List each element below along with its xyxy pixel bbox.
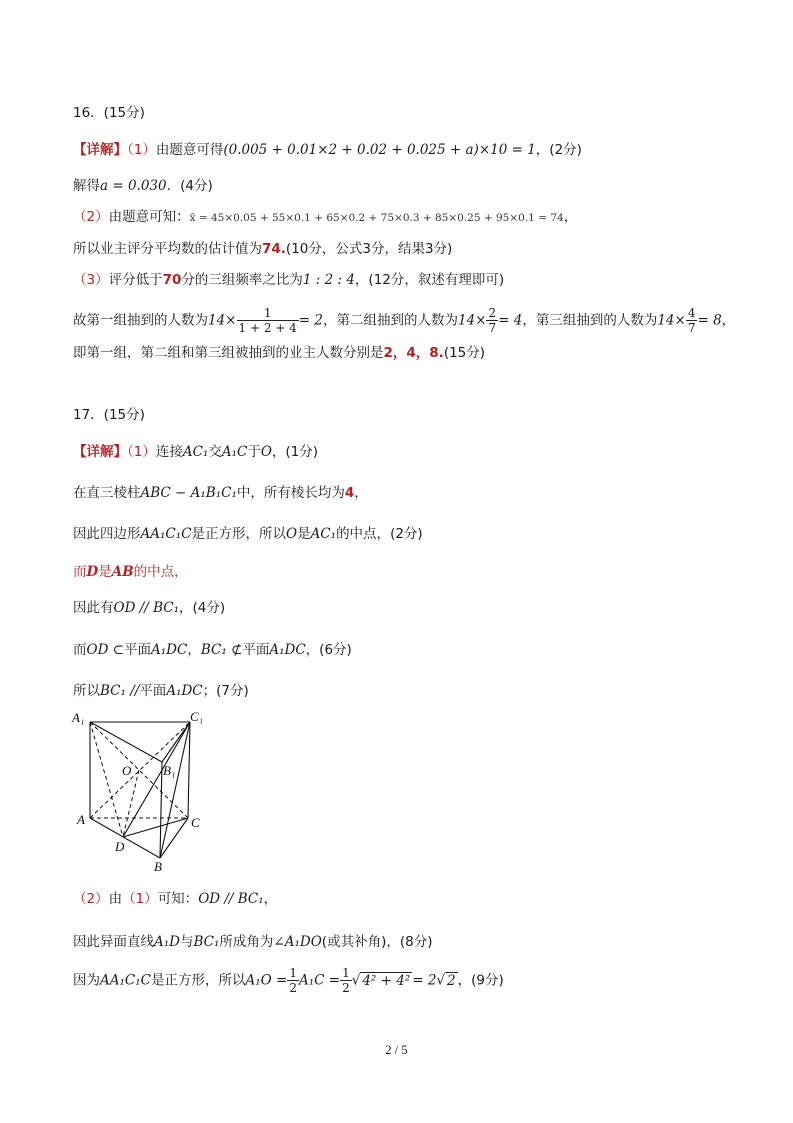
sqrt-expression: 4² + 4² — [362, 972, 411, 989]
label-B1: B₁ — [163, 763, 176, 778]
label-A: A — [77, 812, 85, 827]
q17-line6: 而OD ⊂平面A₁DC，BC₁ ⊄平面A₁DC，(6分) — [73, 642, 352, 658]
q16-line7: 即第一组，第二组和第三组被抽到的业主人数分别是2，4，8.(15分) — [73, 345, 486, 361]
edge-A1B1 — [90, 722, 162, 762]
q16-line3: （2）由题意可知：x̄ = 45×0.05 + 55×0.1 + 65×0.2 + 75×0.3 + 85×0.25 + 95×0.1 = 74， — [73, 209, 578, 225]
edge-B1B — [160, 762, 162, 858]
q17-line3: 因此四边形AA₁C₁C是正方形，所以O是AC₁的中点，(2分) — [73, 526, 423, 542]
q16-line5: （3）评分低于70分的三组频率之比为1 : 2 : 4，(12分，叙述有理即可) — [73, 272, 505, 288]
formula: (0.005 + 0.01×2 + 0.02 + 0.025 + a)×10 = 1 — [223, 142, 536, 158]
q16-line2: 解得a = 0.030．(4分) — [73, 178, 213, 194]
q17-line4: 而D是AB的中点， — [73, 564, 188, 580]
label-B: B — [154, 859, 162, 874]
q17-line2: 在直三棱柱ABC − A₁B₁C₁中，所有棱长均为4， — [73, 485, 368, 501]
edge-C1D — [123, 722, 190, 837]
fraction: $\frac{1}{1 + 2 + 4}$ — [238, 306, 297, 335]
edge-C1C — [188, 722, 190, 818]
mean-formula: x̄ = 45×0.05 + 55×0.1 + 65×0.2 + 75×0.3 + 85×0.25 + 95×0.1 = 74 — [189, 212, 564, 224]
label-D: D — [115, 839, 125, 854]
q16-header: 16．(15分) — [73, 105, 145, 121]
label-A1: A₁ — [72, 710, 85, 725]
label-O: O — [122, 763, 132, 778]
fraction: $\frac{2}{7}$ — [488, 306, 497, 335]
q16-line4: 所以业主评分平均数的估计值为74.(10分，公式3分，结果3分) — [73, 241, 453, 257]
q16-line1: 【详解】（1）由题意可得(0.005 + 0.01×2 + 0.02 + 0.025 + a)×10 = 1，(2分) — [73, 142, 582, 158]
edge-OD-hidden — [123, 770, 139, 837]
prism-figure — [70, 708, 220, 878]
q17-line7: 所以BC₁ //平面A₁DC；(7分) — [73, 683, 249, 699]
label-C1: C₁ — [190, 709, 204, 724]
q17-line9: 因此异面直线A₁D与BC₁所成角为∠A₁DO(或其补角)，(8分) — [73, 934, 433, 950]
edge-C1B — [160, 722, 190, 858]
edge-AB — [90, 818, 160, 858]
q17-line8: （2）由（1）可知：OD // BC₁， — [73, 891, 278, 907]
fraction: $\frac{4}{7}$ — [687, 306, 696, 335]
q17-line5: 因此有OD // BC₁，(4分) — [73, 600, 226, 616]
fraction: $\frac{1}{2}$ — [289, 966, 297, 995]
q17-header: 17．(15分) — [73, 407, 145, 423]
detail-tag: 【详解】 — [73, 142, 127, 158]
label-C: C — [191, 815, 200, 830]
edge-A1D-hidden — [90, 722, 123, 837]
q17-line1: 【详解】（1）连接AC₁交A₁C于O，(1分) — [73, 444, 319, 460]
detail-tag: 【详解】 — [73, 444, 127, 460]
page-number: 2 / 5 — [385, 1043, 408, 1057]
q16-line6: 故第一组抽到的人数为14× $\frac{1}{1 + 2 + 4}$ = 2，第二组抽到的人数为14× $\frac{2}{7}$ = 4，第三组抽到的人数为14× $\frac{4}{7}$ = 8， — [73, 306, 736, 335]
q17-line10: 因为AA₁C₁C是正方形，所以A₁O = $\frac{1}{2}$ A₁C = $\frac{1}{2}$ √ 4² + 4² = 2√ 2 ，(9分) — [73, 966, 504, 995]
fraction: $\frac{1}{2}$ — [342, 966, 350, 995]
